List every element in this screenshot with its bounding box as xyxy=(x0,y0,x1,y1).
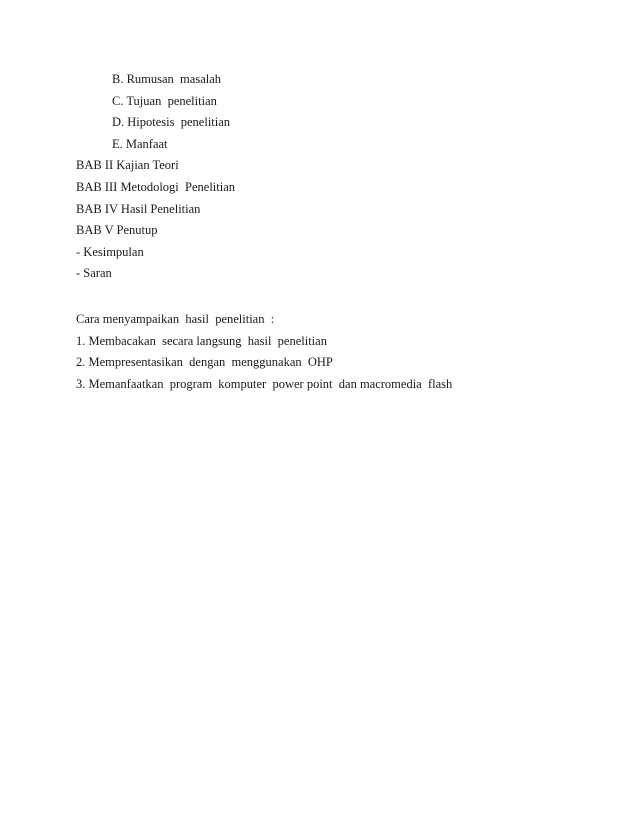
outline-sub-item: E. Manfaat xyxy=(112,136,168,151)
outline-sub-item: D. Hipotesis penelitian xyxy=(112,115,231,130)
report-outline xyxy=(0,69,638,285)
method-item: 3. Memanfaatkan program komputer power point dan macromedia flash xyxy=(76,376,453,391)
outline-sub-item: B. Rumusan masalah xyxy=(112,72,222,86)
method-item: 2. Mempresentasikan dengan menggunakan OHP xyxy=(76,355,333,370)
method-item: 1. Membacakan secara langsung hasil penelitian xyxy=(76,333,327,348)
chapter-heading: BAB V Penutup xyxy=(76,223,158,238)
presentation-methods xyxy=(0,309,638,395)
chapter-heading: BAB III Metodologi Penelitian xyxy=(76,179,236,194)
closing-item: - Saran xyxy=(76,266,112,281)
chapter-heading: BAB IV Hasil Penelitian xyxy=(76,201,201,216)
closing-item: - Kesimpulan xyxy=(76,244,144,259)
outline-sub-item: C. Tujuan penelitian xyxy=(112,93,217,108)
chapter-heading: BAB II Kajian Teori xyxy=(76,158,179,173)
methods-heading: Cara menyampaikan hasil penelitian : xyxy=(76,312,275,326)
